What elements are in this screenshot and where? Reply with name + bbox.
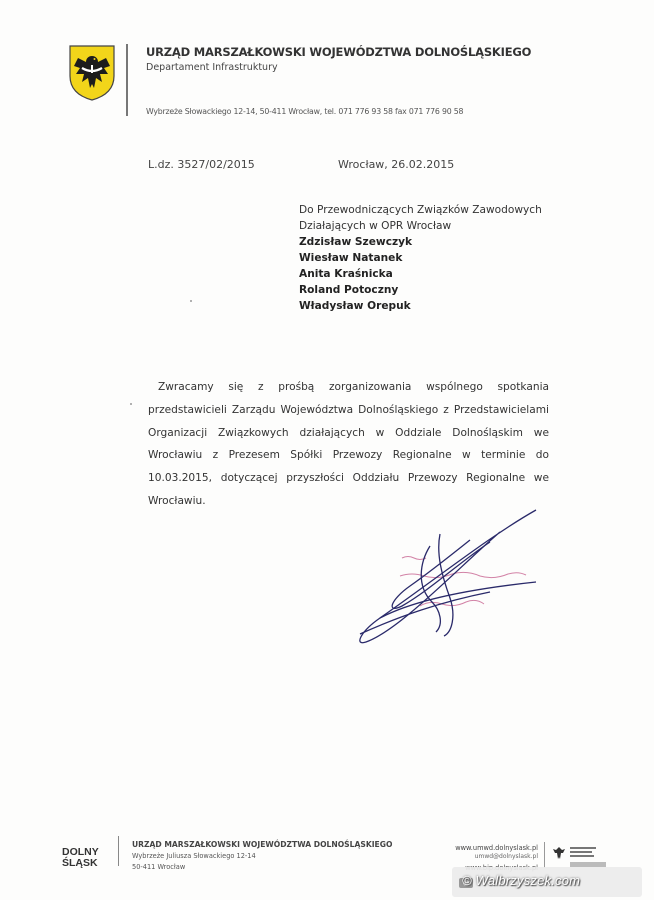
- recipient-line: Do Przewodniczących Związków Zawodowych: [299, 204, 542, 216]
- footer-divider: [118, 836, 119, 866]
- recipient-name: Władysław Orepuk: [299, 300, 411, 312]
- organization-name: URZĄD MARSZAŁKOWSKI WOJEWÓDZTWA DOLNOŚLĄSKIEGO: [146, 45, 532, 59]
- logo-line: DOLNY: [62, 846, 99, 858]
- letter-body: Zwracamy się z prośbą zorganizowania wspólnego spotkania przedstawicieli Zarządu Województwa Dolnośląskiego z Przedstawicielami Organizacji Związkowych działających w Oddziale Dolnośląskim we Wrocławiu z Prezesem Spółki Przewozy Regionalne w terminie do 10.03.2015, dotyczącej przyszłości Oddziału Przewozy Regionalne we Wrocławiu.: [148, 381, 549, 507]
- footer-divider: [544, 842, 545, 868]
- footer-address: Wybrzeże Juliusza Słowackiego 12-14: [132, 852, 256, 860]
- recipient-name: Zdzisław Szewczyk: [299, 236, 413, 248]
- eagle-icon: [552, 845, 566, 861]
- reference-number: L.dz. 3527/02/2015: [148, 158, 255, 171]
- handwritten-signature: [340, 506, 550, 652]
- header-address: Wybrzeże Słowackiego 12-14, 50-411 Wrocław, tel. 071 776 93 58 fax 071 776 90 58: [146, 107, 464, 116]
- logo-line: ŚLĄSK: [62, 857, 98, 869]
- recipient-name: Roland Potoczny: [299, 284, 399, 296]
- place-date: Wrocław, 26.02.2015: [338, 158, 455, 171]
- dolny-slask-logo: [62, 847, 99, 869]
- recipient-name: Wiesław Natanek: [299, 252, 403, 264]
- footer-email: umwd@dolnyslask.pl: [474, 853, 538, 860]
- footer-website: www.umwd.dolnyslask.pl: [455, 844, 538, 852]
- coat-of-arms-icon: [68, 44, 116, 102]
- footer-postcode: 50-411 Wrocław: [132, 863, 186, 871]
- recipient-line: Działających w OPR Wrocław: [299, 220, 452, 232]
- scan-speck: [190, 300, 192, 302]
- scan-speck: [130, 403, 132, 405]
- header-divider: [126, 44, 128, 116]
- recipient-name: Anita Kraśnicka: [299, 268, 393, 280]
- footer-organization: URZĄD MARSZAŁKOWSKI WOJEWÓDZTWA DOLNOŚLĄSKIEGO: [132, 840, 393, 849]
- department-name: Departament Infrastruktury: [146, 62, 278, 73]
- watermark-text: © Walbrzyszek.com: [462, 873, 581, 888]
